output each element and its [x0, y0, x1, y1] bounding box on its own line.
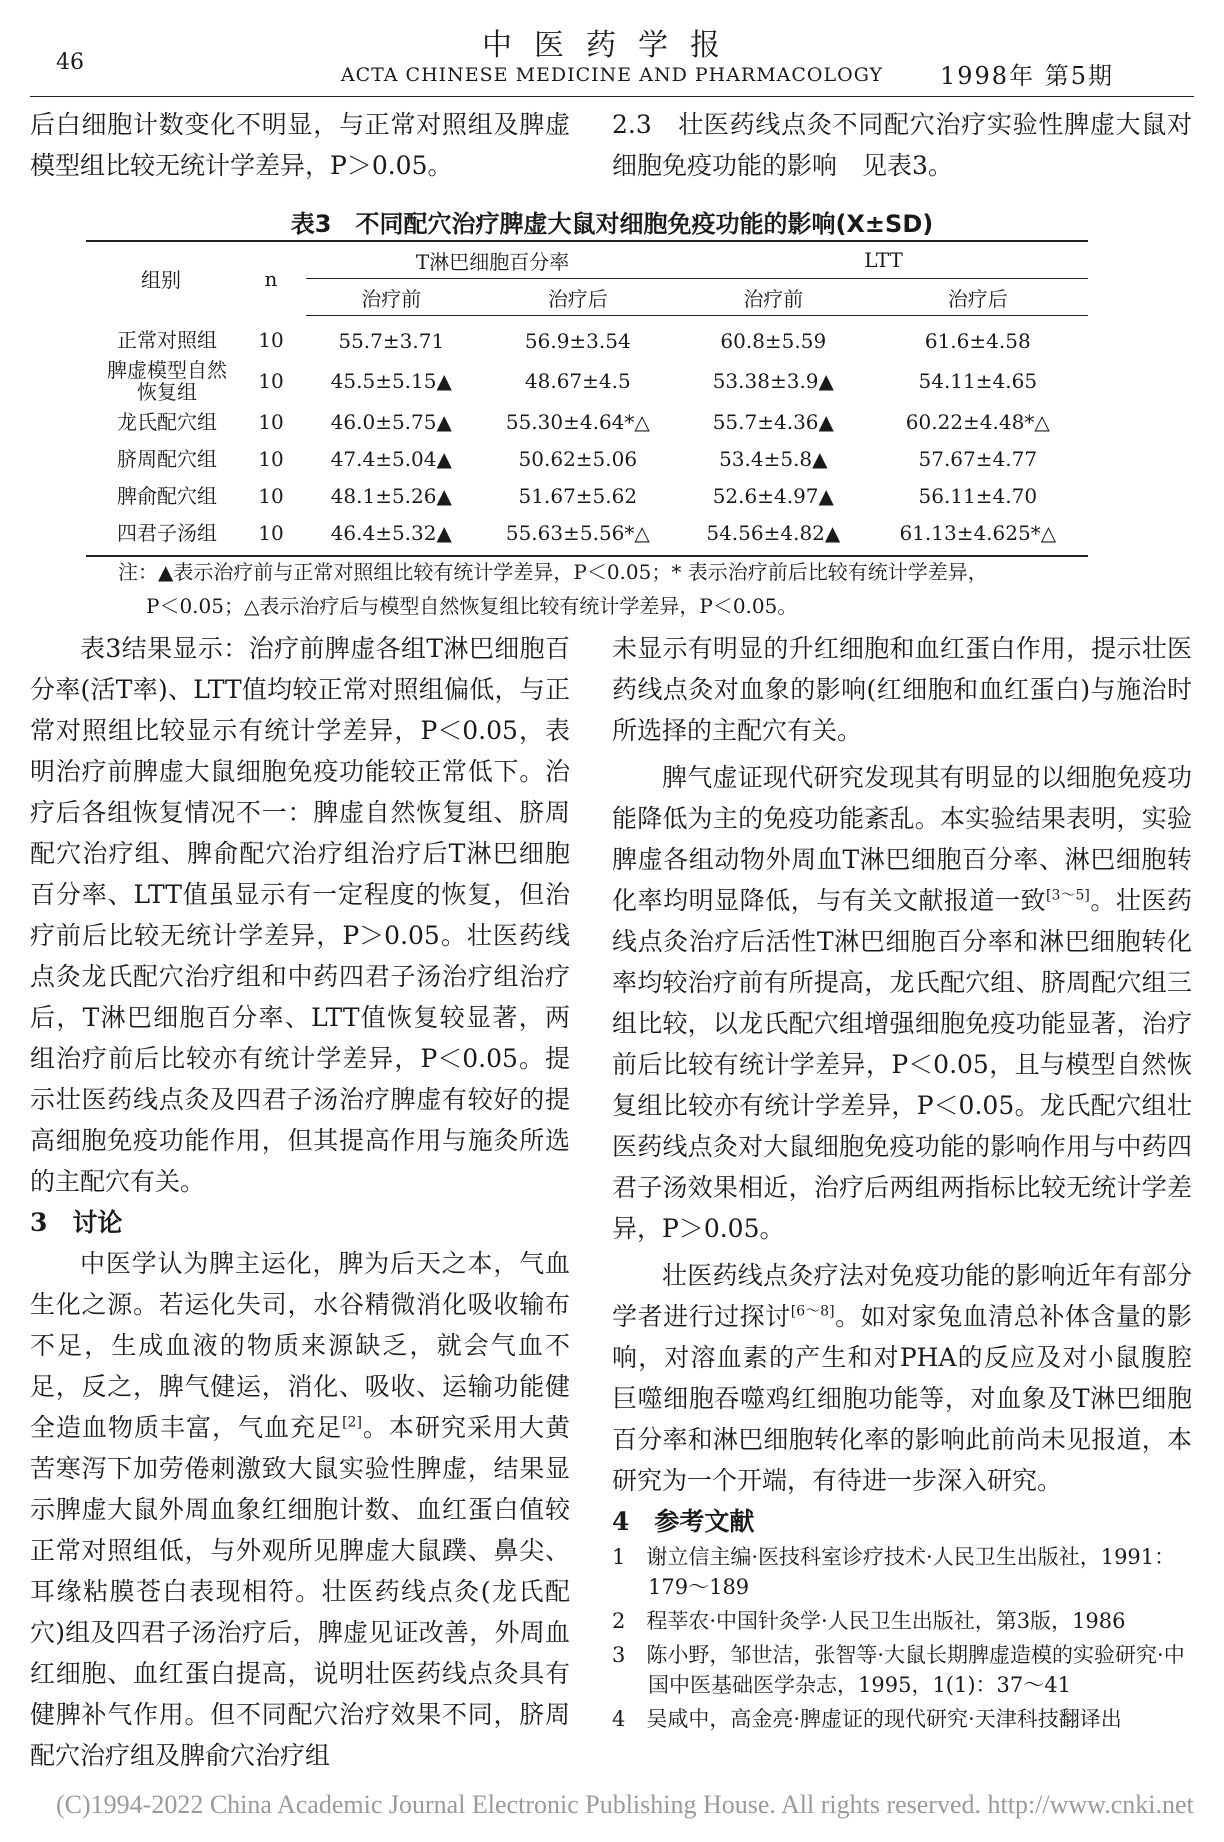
cell-ltt-after: 60.22±4.48*△ — [905, 409, 1050, 434]
cell-ltt-before: 54.56±4.82▲ — [706, 520, 841, 545]
left-top-text: 后白细胞计数变化不明显，与正常对照组及脾虚模型组比较无统计学差异，P＞0.05。 — [30, 110, 570, 180]
cell-t-before: 46.0±5.75▲ — [330, 409, 452, 434]
cell-ltt-before: 52.6±4.97▲ — [712, 483, 834, 508]
table-title: 表3 不同配穴治疗脾虚大鼠对细胞免疫功能的影响(X±SD) — [290, 210, 934, 238]
journal-title-cn: 中医药学报 — [482, 28, 742, 63]
cell-n: 10 — [258, 520, 284, 545]
table-row — [86, 316, 1088, 360]
cell-group: 四君子汤组 — [117, 520, 217, 545]
col-header-before: 治疗前 — [306, 279, 477, 316]
table-row — [86, 477, 1088, 514]
col-header-before: 治疗前 — [679, 279, 867, 316]
cell-ltt-after: 56.11±4.70 — [918, 483, 1038, 508]
table-row — [86, 514, 1088, 556]
cell-ltt-after: 61.13±4.625*△ — [899, 520, 1057, 545]
cell-n: 10 — [258, 483, 284, 508]
right-column — [612, 628, 1192, 1738]
left-column — [30, 628, 570, 1776]
issue-label: 1998年 第5期 — [940, 62, 1114, 90]
discussion-paragraph: 中医学认为脾主运化，脾为后天之本，气血生化之源。若运化失司，水谷精微消化吸收输布不足，生成血液的物质来源缺乏，就会气血不足，反之，脾气健运，消化、吸收、运输功能健全造血物质丰富，气血充足[2]。本研究采用大黄苦寒泻下加劳倦刺激致大鼠实验性脾虚，结果显示脾虚大鼠外周血象红细胞计数、血红蛋白值较正常对照组低，与外观所见脾虚大鼠蹼、鼻尖、耳缘粘膜苍白表现相符。壮医药线点灸(龙氏配穴)组及四君子汤治疗后，脾虚见证改善，外周血红细胞、血红蛋白提高，说明壮医药线点灸具有健脾补气作用。但不同配穴治疗效果不同，脐周配穴治疗组及脾俞穴治疗组 — [30, 1249, 570, 1770]
immune-paragraph: 脾气虚证现代研究发现其有明显的以细胞免疫功能降低为主的免疫功能紊乱。本实验结果表明，实验脾虚各组动物外周血T淋巴细胞百分率、淋巴细胞转化率均明显降低，与有关文献报道一致[3～5]。壮医药线点灸治疗后活性T淋巴细胞百分率和淋巴细胞转化率均较治疗前有所提高，龙氏配穴组、脐周配穴组三组比较，以龙氏配穴组增强细胞免疫功能显著，治疗前后比较有统计学差异，P＜0.05，且与模型自然恢复组比较亦有统计学差异，P＜0.05。龙氏配穴组壮医药线点灸对大鼠细胞免疫功能的影响作用与中药四君子汤效果相近，治疗后两组两指标比较无统计学差异，P＞0.05。 — [612, 763, 1192, 1243]
col-header-after: 治疗后 — [477, 279, 680, 316]
cell-ltt-after: 57.67±4.77 — [918, 446, 1038, 471]
cell-n: 10 — [258, 446, 284, 471]
section-heading-references: 4 参考文献 — [612, 1507, 755, 1536]
cell-ltt-before: 60.8±5.59 — [720, 328, 827, 353]
table-note-line2: P＜0.05；△表示治疗后与模型自然恢复组比较有统计学差异，P＜0.05。 — [146, 594, 798, 618]
cell-ltt-before: 55.7±4.36▲ — [712, 409, 834, 434]
right-top-text: 2.3 壮医药线点灸不同配穴治疗实验性脾虚大鼠对细胞免疫功能的影响 见表3。 — [612, 110, 1192, 180]
cell-group: 脾俞配穴组 — [117, 483, 217, 508]
citation: [2] — [342, 1414, 362, 1431]
copyright-watermark: (C)1994-2022 China Academic Journal Electronic Publishing House. All rights reserved. http://www.cnki.net — [56, 1790, 1194, 1819]
reference-item: 3 陈小野，邹世洁，张智等·大鼠长期脾虚造模的实验研究·中国中医基础医学杂志，1995，1(1)：37～41 — [612, 1643, 1185, 1697]
cell-ltt-before: 53.38±3.9▲ — [712, 369, 834, 393]
table-row — [86, 359, 1088, 403]
reference-item: 2 程莘农·中国针灸学·人民卫生出版社，第3版，1986 — [612, 1609, 1126, 1633]
cell-t-before: 47.4±5.04▲ — [330, 446, 452, 471]
cell-n: 10 — [258, 409, 284, 434]
reference-item: 1 谢立信主编·医技科室诊疗技术·人民卫生出版社，1991：179～189 — [612, 1545, 1176, 1599]
cell-group: 脐周配穴组 — [117, 446, 217, 471]
cell-n: 10 — [258, 328, 284, 353]
cell-t-after: 55.63±5.56*△ — [505, 520, 650, 545]
results-table — [86, 240, 1088, 557]
cell-t-before: 48.1±5.26▲ — [330, 483, 452, 508]
research-paragraph: 壮医药线点灸疗法对免疫功能的影响近年有部分学者进行过探讨[6～8]。如对家兔血清总补体含量的影响，对溶血素的产生和对PHA的反应及对小鼠腹腔巨噬细胞吞噬鸡红细胞功能等，对血象及T淋巴细胞百分率和淋巴细胞转化率的影响此前尚未见报道，本研究为一个开端，有待进一步深入研究。 — [612, 1261, 1192, 1495]
page-number: 46 — [56, 50, 84, 75]
col-header-t-lymph: T淋巴细胞百分率 — [306, 241, 679, 279]
col-header-ltt: LTT — [679, 241, 1088, 279]
reference-item: 4 吴咸中，高金亮·脾虚证的现代研究·天津科技翻译出 — [612, 1707, 1122, 1731]
col-header-group: 组别 — [141, 268, 181, 293]
journal-title-en: ACTA CHINESE MEDICINE AND PHARMACOLOGY — [340, 64, 884, 86]
continued-paragraph: 未显示有明显的升红细胞和血红蛋白作用，提示壮医药线点灸对血象的影响(红细胞和血红蛋白)与施治时所选择的主配穴有关。 — [612, 634, 1192, 745]
cell-t-after: 51.67±5.62 — [518, 483, 638, 508]
cell-group: 正常对照组 — [117, 328, 217, 353]
cell-t-after: 48.67±4.5 — [524, 369, 631, 393]
cell-t-before: 46.4±5.32▲ — [330, 520, 452, 545]
cell-group: 龙氏配穴组 — [117, 409, 217, 434]
cell-t-after: 55.30±4.64*△ — [505, 409, 650, 434]
cell-n: 10 — [258, 369, 284, 393]
cell-ltt-after: 61.6±4.58 — [924, 328, 1031, 353]
header-rule — [30, 96, 1194, 97]
results-paragraph: 表3结果显示：治疗前脾虚各组T淋巴细胞百分率(活T率)、LTT值均较正常对照组偏低，与正常对照组比较显示有统计学差异，P＜0.05，表明治疗前脾虚大鼠细胞免疫功能较正常低下。治疗后各组恢复情况不一：脾虚自然恢复组、脐周配穴治疗组、脾俞配穴治疗组治疗后T淋巴细胞百分率、LTT值虽显示有一定程度的恢复，但治疗前后比较无统计学差异，P＞0.05。壮医药线点灸龙氏配穴治疗组和中药四君子汤治疗组治疗后，T淋巴细胞百分率、LTT值恢复较显著，两组治疗前后比较亦有统计学差异，P＜0.05。提示壮医药线点灸及四君子汤治疗脾虚有较好的提高细胞免疫功能作用，但其提高作用与施灸所选的主配穴有关。 — [30, 634, 570, 1196]
cell-t-after: 56.9±3.54 — [524, 328, 631, 353]
cell-t-before: 55.7±3.71 — [338, 328, 445, 353]
citation: [6～8] — [790, 1303, 835, 1320]
cell-ltt-before: 53.4±5.8▲ — [719, 446, 828, 471]
table-row — [86, 403, 1088, 440]
citation: [3～5] — [1046, 887, 1090, 904]
cell-t-after: 50.62±5.06 — [518, 446, 638, 471]
cell-group: 脾虚模型自然恢复组 — [107, 358, 227, 404]
table-row — [86, 440, 1088, 477]
section-heading-discussion: 3 讨论 — [30, 1208, 123, 1237]
cell-t-before: 45.5±5.15▲ — [330, 369, 452, 393]
col-header-after: 治疗后 — [868, 279, 1088, 316]
table-note-line1: 注：▲表示治疗前与正常对照组比较有统计学差异，P＜0.05；* 表示治疗前后比较有统计学差异， — [118, 560, 988, 584]
col-header-n: n — [264, 266, 278, 291]
cell-ltt-after: 54.11±4.65 — [918, 369, 1038, 393]
